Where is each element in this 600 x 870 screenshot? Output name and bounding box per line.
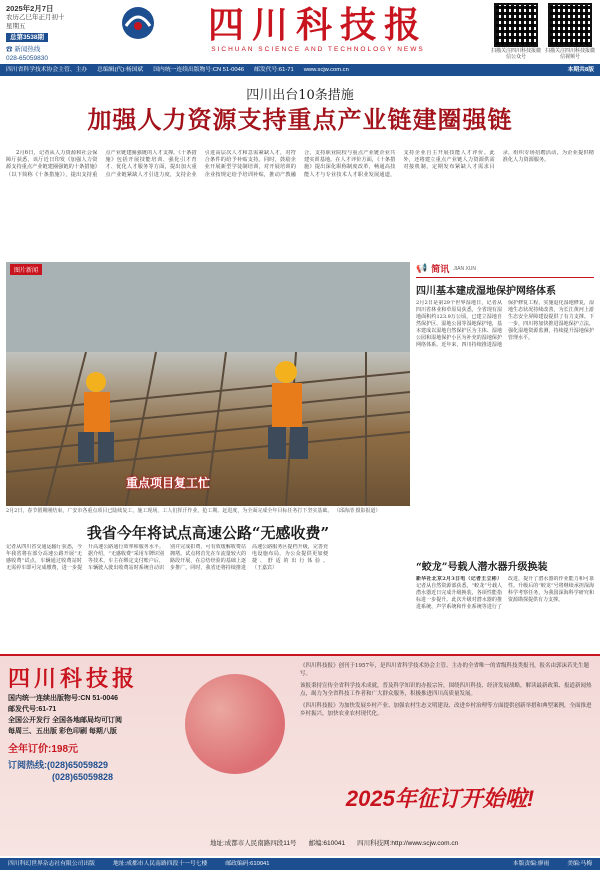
ad-hotline — [8, 759, 178, 783]
footer-bar — [0, 858, 600, 870]
ad-contact — [210, 838, 594, 847]
highway-article-title[interactable]: 我省今年将试点高速公路“无感收费” — [86, 524, 330, 542]
ad-address: 地址:成都市人民南路四段11号 — [210, 840, 297, 847]
footer-publisher: 四川科幻世界杂志社有限公司出版 — [8, 861, 95, 867]
ad-intro-2: 该报秉持宣传全省科学技术成就，普及科学知识的办报宗旨，围绕四川科技、经济发展战略，解读最新政策、报道新闻热点，竭力为全省科技工作者和广大群众服务，积极推进四川高质量发展。 — [300, 683, 592, 697]
brief-news-column — [416, 262, 594, 514]
globe-decoration — [185, 674, 285, 774]
masthead — [0, 0, 600, 72]
hotline-number: 028-65059830 — [6, 55, 48, 62]
qr2-caption: 扫描关注四川科技报微信视频号 — [545, 48, 596, 60]
title-chinese: 四川科技报 — [207, 4, 428, 46]
footer-zip: 邮政编码:610041 — [225, 861, 270, 867]
brief-news-label-en: JIAN XUN — [453, 265, 477, 272]
phone-icon: ☎ — [6, 46, 15, 53]
brief-news-header — [416, 262, 594, 278]
ad-price: 全年订价:198元 — [8, 744, 79, 755]
lead-kicker: 四川出台10条措施 — [246, 88, 354, 103]
weekday: 星期五 — [6, 23, 26, 30]
wetland-article-title[interactable]: 四川基本建成湿地保护网络体系 — [416, 286, 556, 297]
footer-address: 地址:成都市人民南路四段十一号七楼 — [112, 861, 208, 867]
ad-info — [8, 662, 178, 783]
hotline-label: 新闻热线 — [14, 46, 41, 53]
cn-number: 国内统一连续出版物号:CN 51-0046 — [153, 67, 245, 73]
lead-headline-area — [0, 88, 600, 136]
ad-zip: 邮编:610041 — [308, 840, 346, 847]
footer-designer: 美编:马梅 — [567, 861, 592, 867]
ad-cn-number: 国内统一连续出版物号:CN 51-0046 — [8, 695, 119, 702]
jiaolong-article-body — [416, 576, 594, 656]
lead-headline[interactable]: 加强人力资源支持重点产业链建圈强链 — [87, 105, 513, 134]
wetland-article-body: 2月2日是第29个世界湿地日，记者从四川省林业和草原局获悉，全省现有湿地面积约123.9万公顷，已建立湿地自然保护区、湿地公园等湿地保护地，基本建成以湿地自然保护区为主体、湿地公园和湿地保护小区为补充的湿地保护网络体系。近年来，四川持续推进湿地保护修复工程，实施退化湿地修复，湿地生态状况持续改善，为长江黄河上游生态安全屏障建设提供了有力支撑。下一步，四川将加快推进湿地保护立法，强化湿地资源监测，持续提升湿地保护管理水平。 — [416, 300, 594, 348]
video-qr-code — [548, 3, 592, 47]
photo-news-tag: 图片新闻 — [10, 264, 42, 275]
emblem-icon — [114, 4, 162, 42]
ad-hotline-2: (028)65059828 — [52, 772, 114, 782]
jiaolong-body-text: 记者从自然资源部获悉，“蛟龙”号载人潜水器近日完成升级换装，各项性能指标进一步提升。此次升级对潜水器的推进系统、声学系统和作业系统等进行了改进，提升了潜水器的作业能力和可靠性。升级后的“蛟龙”号将继续承担深海科学考察任务，为我国深海科学研究和资源勘探提供有力支撑。 — [416, 576, 594, 610]
ad-website[interactable]: 四川科技网:http://www.scjw.com.cn — [357, 840, 459, 847]
ad-hotline-1: (028)65059829 — [47, 760, 109, 770]
news-photo[interactable] — [6, 262, 410, 506]
caption-text: 2月2日，春节假期刚结束，广安市各重点项目已陆续复工，施工现场，工人们挥汗作业，抢工期、赶进度，为全面完成全年目标任务打下坚实基础。 — [6, 508, 333, 514]
ad-intro — [300, 662, 592, 718]
ad-intro-1: 《四川科技报》创刊于1957年，是四川省科学技术协会主管、主办的全省唯一的省级科技类报刊，报名由郭沫若先生题写。 — [300, 663, 590, 677]
ad-distribution: 全国公开发行 全国各地邮局均可订阅 — [8, 717, 122, 724]
ad-slogan: 2025年征订开始啦! — [345, 786, 535, 811]
subscription-ad[interactable] — [0, 654, 600, 856]
issue-date: 2025年2月7日 — [6, 4, 54, 13]
highway-body-text: 记者从四川省交通运输厅获悉，今年我省将在部分高速公路开展“无感收费”试点，车辆通过收费站时无需停车即可完成缴费，进一步提升高速公路通行效率和服务水平。据介绍，“无感收费”采用车牌识别等技术，车主在绑定支付账户后，车辆驶入驶出收费站时系统自动识别并完成扣费，可有效缓解收费站拥堵。试点将首先在车流量较大的路段开展，在总结经验的基础上逐步推广。同时，我省还将持续推进高速公路服务区提档升级，完善充电设施布局，为公众提供更加便捷、舒适的出行体验。 — [6, 544, 328, 571]
issue-number: 总第3538期 — [6, 33, 48, 42]
construction-photo-illustration — [6, 262, 410, 506]
news-hotline — [6, 45, 106, 63]
brief-news-label: 简讯 — [431, 265, 450, 275]
photo-title: 重点项目复工忙 — [126, 476, 211, 490]
ad-intro-3: 《四川科技报》为加快发展乡村产业、加强农村生态文明建设、改进乡村治理等方面提供创新举措和典型案例，全面推进乡村振兴，加快农业农村现代化。 — [300, 703, 592, 717]
lead-article — [6, 150, 594, 258]
title-english: SICHUAN SCIENCE AND TECHNOLOGY NEWS — [211, 46, 425, 53]
lunar-date: 农历乙巳年正月初十 — [6, 14, 65, 21]
footer-editor: 本版责编:廖雨 — [512, 861, 550, 867]
jiaolong-article — [416, 558, 594, 656]
jiaolong-article-title[interactable]: “蛟龙”号载人潜水器升级换装 — [416, 562, 548, 573]
wechat-qr-code — [494, 3, 538, 47]
megaphone-icon: 📢 — [416, 263, 428, 274]
jiaolong-dateline: 新华社北京2月3日电（记者王立彬） — [416, 576, 502, 582]
highway-article-body — [6, 544, 410, 656]
ad-schedule: 每周三、五出版 彩色印刷 每期八版 — [8, 728, 117, 735]
website-link[interactable]: www.scjw.com.cn — [303, 67, 349, 73]
issue-info — [6, 4, 106, 63]
qr1-caption: 扫描关注四川科技报微信公众号 — [491, 48, 542, 60]
photo-caption — [6, 508, 410, 515]
photo-credit: （邱海清 摄影报道） — [333, 508, 381, 514]
ad-hotline-label: 订阅热线: — [8, 760, 47, 770]
page-count: 本期共8版 — [567, 67, 594, 73]
worker-left — [78, 372, 114, 462]
info-bar — [0, 64, 600, 76]
newspaper-title — [168, 2, 468, 53]
highway-article — [6, 522, 410, 656]
sponsor: 四川省科学技术协会主管、主办 — [6, 67, 88, 73]
ad-logo: 四川科技报 — [8, 666, 139, 692]
postal-code: 邮发代号:61-71 — [254, 67, 294, 73]
lead-body: 2月6日，记者从人力资源和社会保障厅获悉，该厅近日印发《加强人力资源支持重点产业链建圈强链的十条措施》（以下简称《十条措施》），提出支持重点产业链建圈强链的人才支撑。《十条措施》包括开展技能培训、强化引才育才、优化人才服务等方面，提出加大重点产业链紧缺人才引进力度，支持企业引进高层次人才和急需紧缺人才，对符合条件的给予补贴支持。同时，鼓励企业开展新型学徒制培训，对开展培训的企业按规定给予培训补贴，推动产教融合，支持职业院校与重点产业链企业共建实训基地。在人才评价方面，《十条措施》提出深化职称制度改革，畅通高技能人才与专业技术人才职业发展通道，支持企业自主开展技能人才评价。此外，还将建立重点产业链人力资源供需对接机制，定期发布紧缺人才需求目录，组织专场招聘活动，为企业提供精准化人力资源服务。 — [6, 150, 594, 178]
ad-postal: 邮发代号:61-71 — [8, 706, 57, 713]
highway-credit: （王嘉宾） — [252, 565, 278, 571]
editor-in-chief: 总编辑(代):杨国斌 — [97, 67, 144, 73]
